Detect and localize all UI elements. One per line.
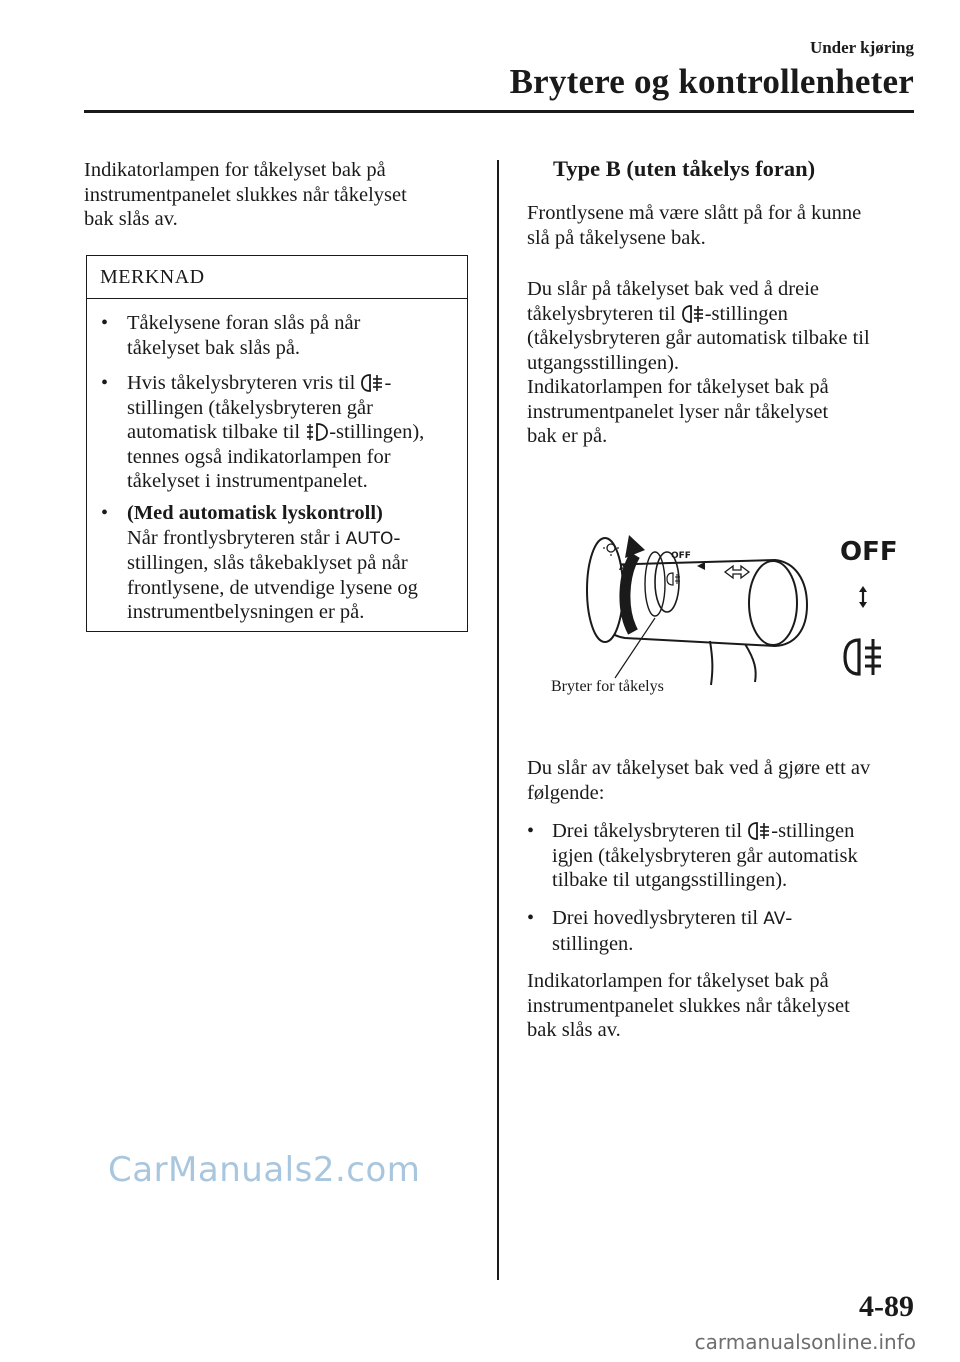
note-box [86, 255, 468, 632]
text-line: Du slår på tåkelyset bak ved å dreie [527, 278, 820, 300]
note-bullet-3 [101, 501, 453, 625]
rear-fog-icon [845, 639, 881, 675]
column-divider [497, 160, 499, 1280]
section-label: Under kjøring [809, 38, 914, 57]
auto-label: AUTO [345, 528, 394, 549]
note-bullet-2 [101, 371, 453, 494]
site-footer: carmanualsonline.info [694, 1330, 916, 1354]
text-line: instrumentpanelet slukkes når tåkelyset [527, 994, 850, 1017]
text-line: (tåkelysbryteren går automatisk tilbake til [527, 327, 870, 349]
text-line: Tåkelysene foran slås på når [127, 312, 361, 334]
text-line: tåkelyset bak slås på. [127, 336, 301, 359]
text-line: bak slås av. [527, 1019, 621, 1041]
header-rule [84, 110, 914, 113]
figure-caption: Bryter for tåkelys [551, 678, 664, 695]
text-segment: -stillingen [771, 820, 855, 842]
section-heading: Type B (uten tåkelys foran) [553, 156, 816, 181]
position-arrow-icon [859, 586, 867, 608]
paragraph-4 [527, 969, 922, 1043]
bullet-dot: • [527, 820, 535, 842]
paragraph-1 [527, 201, 922, 250]
text-line: stillingen (tåkelysbryteren går [127, 396, 373, 419]
text-segment: Drei tåkelysbryteren til [552, 820, 748, 842]
text-segment: automatisk tilbake til [127, 421, 306, 443]
text-line: utgangsstillingen). [527, 351, 680, 374]
rear-fog-icon [681, 304, 705, 324]
text-line: igjen (tåkelysbryteren går automatisk [552, 844, 858, 867]
note-header [87, 256, 467, 299]
text-line: (Med automatisk lyskontroll) [127, 502, 383, 524]
text-segment: -stillingen [704, 302, 788, 325]
text-line: tåkelyset i instrumentpanelet. [127, 470, 368, 492]
off-position-label: OFF [840, 537, 898, 567]
text-segment: - [785, 907, 793, 929]
text-line: slå på tåkelysene bak. [527, 226, 706, 249]
rear-fog-icon [360, 373, 384, 393]
text-line: Indikatorlampen for tåkelyset bak på [527, 376, 829, 398]
off-bullet-2 [527, 906, 917, 956]
text-segment: - [384, 372, 392, 394]
text-line: tennes også indikatorlampen for [127, 445, 391, 468]
text-line: frontlysene, de utvendige lysene og [127, 576, 418, 599]
switch-off-label: OFF [671, 551, 691, 561]
text-line: bak slås av. [84, 208, 178, 230]
text-segment: Hvis tåkelysbryteren vris til [127, 372, 361, 394]
av-label: AV [763, 909, 786, 929]
text-line: følgende: [527, 781, 605, 804]
off-bullet-1 [527, 819, 917, 893]
chapter-title: Brytere og kontrollenheter [509, 62, 914, 101]
text-line: stillingen. [552, 932, 634, 955]
text-line: Frontlysene må være slått på for å kunne [527, 202, 862, 224]
page-number: 4-89 [859, 1290, 914, 1323]
bullet-dot: • [101, 502, 109, 524]
text-segment: Drei hovedlysbryteren til [552, 907, 764, 929]
bullet-dot: • [101, 372, 109, 394]
text-line: instrumentpanelet lyser når tåkelyset [527, 400, 829, 423]
text-segment: tåkelysbryteren til [527, 302, 681, 325]
bullet-dot: • [527, 907, 535, 929]
text-segment: - [393, 526, 401, 549]
text-segment: Når frontlysbryteren står i [127, 526, 346, 549]
text-segment: -stillingen), [329, 421, 425, 443]
switch-auto-label: A [619, 563, 626, 573]
text-line: Du slår av tåkelyset bak ved å gjøre ett av [527, 757, 871, 779]
note-title: MERKNAD [100, 266, 205, 288]
text-line: instrumentpanelet slukkes når tåkelyset [84, 183, 407, 206]
paragraph-2 [527, 277, 922, 449]
rear-fog-icon [747, 821, 771, 841]
text-line: tilbake til utgangsstillingen). [552, 869, 788, 891]
text-line: Indikatorlampen for tåkelyset bak på [84, 159, 386, 181]
left-intro-paragraph [84, 158, 479, 232]
bullet-dot: • [101, 312, 109, 334]
paragraph-3 [527, 756, 922, 805]
fog-switch-figure [545, 520, 925, 700]
text-line: stillingen, slås tåkebaklyset på når [127, 552, 408, 574]
front-fog-icon [305, 422, 329, 442]
note-bullet-1 [101, 311, 453, 360]
text-line: bak er på. [527, 425, 608, 447]
watermark: CarManuals2.com [108, 1150, 421, 1190]
text-line: Indikatorlampen for tåkelyset bak på [527, 970, 829, 992]
text-line: instrumentbelysningen er på. [127, 601, 365, 623]
